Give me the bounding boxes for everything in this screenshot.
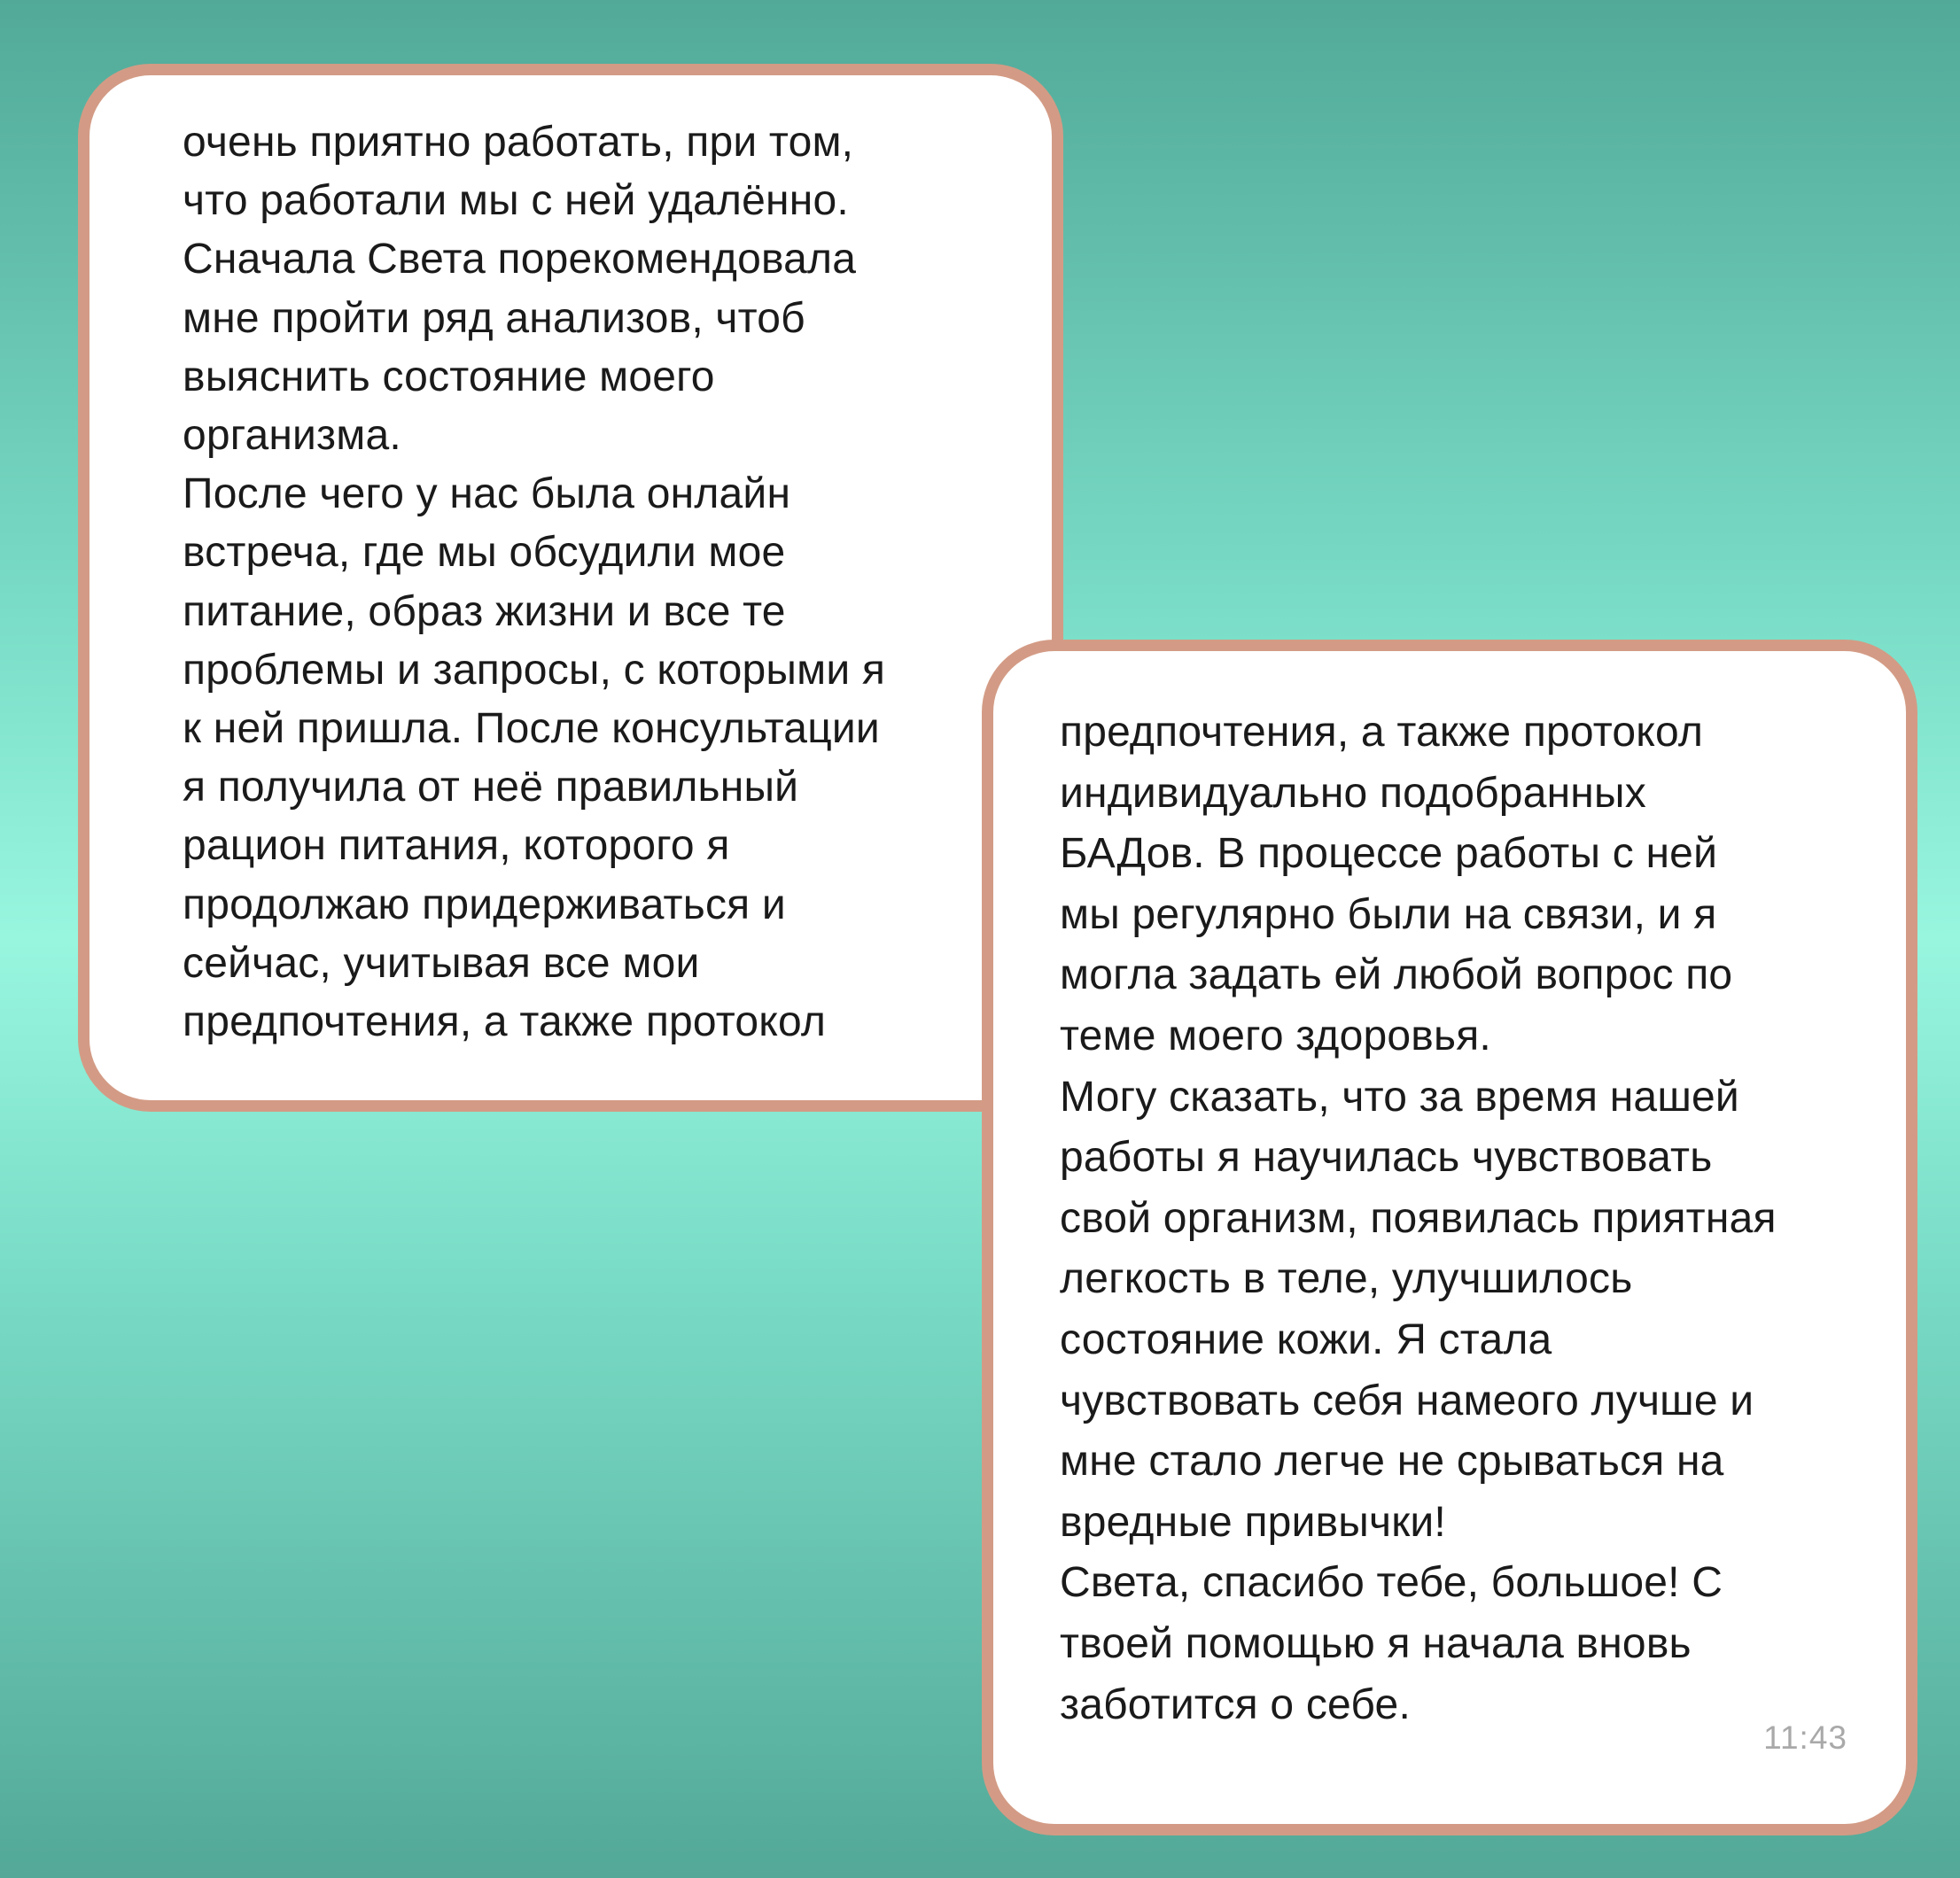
message-line: проблемы и запросы, с которыми я [183, 646, 886, 694]
message-line: состояние кожи. Я стала [1060, 1315, 1552, 1363]
message-line: что работали мы с ней удалённо. [183, 177, 849, 225]
message-bubble-left[interactable] [78, 64, 1063, 1112]
message-line: продолжаю придерживаться и [183, 881, 786, 928]
message-line: питание, образ жизни и все те [183, 587, 786, 635]
message-line: свой организм, появилась приятная [1060, 1194, 1777, 1242]
message-line: сейчас, учитывая все мои [183, 939, 700, 987]
message-line: мне пройти ряд анализов, чтоб [183, 294, 805, 342]
message-line: организма. [183, 412, 401, 460]
message-line: выяснить состояние моего [183, 353, 715, 400]
message-line: предпочтения, а также протокол [183, 998, 827, 1046]
message-line: мне стало легче не срываться на [1060, 1438, 1724, 1486]
message-line: БАДов. В процессе работы с ней [1060, 830, 1718, 878]
message-line: работы я научилась чувствовать [1060, 1134, 1713, 1182]
message-line: легкость в теле, улучшилось [1060, 1255, 1633, 1303]
message-line: очень приятно работать, при том, [183, 119, 854, 166]
message-line: Сначала Света порекомендовала [183, 236, 857, 283]
message-line: я получила от неё правильный [183, 764, 799, 811]
message-line: Могу сказать, что за время нашей [1060, 1073, 1739, 1121]
message-line: рацион питания, которого я [183, 822, 730, 870]
message-timestamp: 11:43 [1763, 1719, 1847, 1756]
message-line: вредные привычки! [1060, 1498, 1446, 1546]
message-text-right [1060, 702, 1777, 1735]
message-line: чувствовать себя намеого лучше и [1060, 1377, 1754, 1424]
message-line: теме моего здоровья. [1060, 1012, 1491, 1059]
message-line: могла задать ей любой вопрос по [1060, 951, 1733, 999]
message-line: встреча, где мы обсудили мое [183, 529, 786, 577]
message-line: твоей помощью я начала вновь [1060, 1619, 1692, 1667]
message-line: индивидуально подобранных [1060, 769, 1646, 817]
message-line: к ней пришла. После консультации [183, 705, 880, 753]
message-line: заботится о себе. [1060, 1680, 1411, 1728]
message-line: мы регулярно были на связи, и я [1060, 890, 1717, 938]
message-bubble-right[interactable] [982, 640, 1917, 1835]
message-line: После чего у нас была онлайн [183, 470, 791, 518]
message-line: предпочтения, а также протокол [1060, 709, 1704, 756]
message-text-left [183, 113, 885, 1052]
message-line: Света, спасибо тебе, большое! С [1060, 1559, 1723, 1607]
